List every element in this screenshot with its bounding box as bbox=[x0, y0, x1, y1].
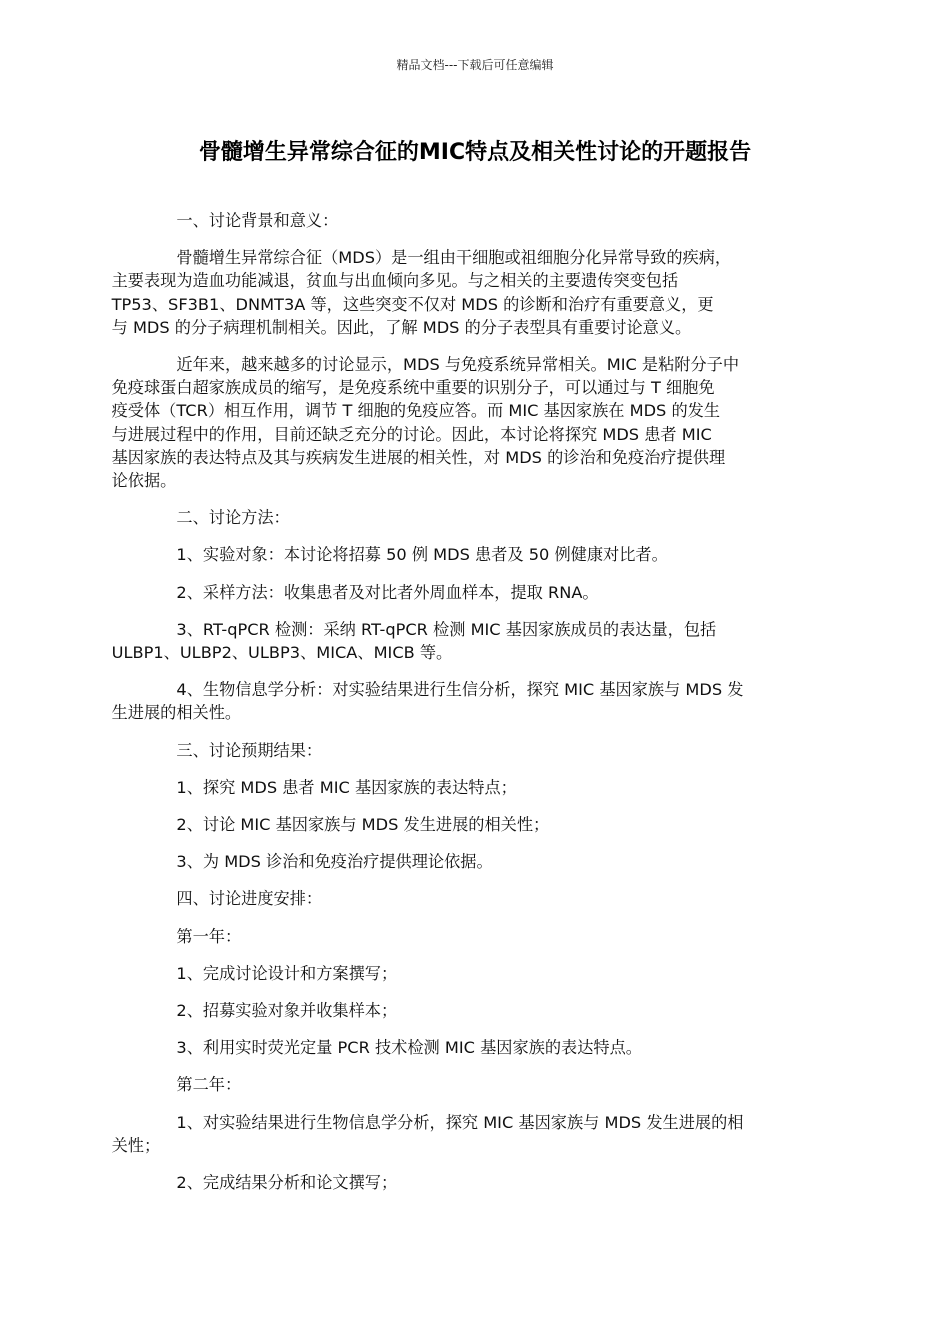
paragraph-line: 基因家族的表达特点及其与疾病发生进展的相关性，对 MDS 的诊治和免疫治疗提供理 bbox=[111, 447, 726, 467]
schedule-year2-item-1 bbox=[111, 1111, 808, 1157]
section-heading-schedule: 四、讨论进度安排： bbox=[176, 889, 323, 909]
header-note: 精品文档---下载后可任意编辑 bbox=[396, 58, 554, 72]
schedule-year1-item-1: 1、完成讨论设计和方案撰写； bbox=[176, 963, 398, 983]
document-body bbox=[111, 209, 808, 1208]
paragraph-line: 生进展的相关性。 bbox=[111, 703, 242, 723]
paragraph-line: 论依据。 bbox=[111, 471, 177, 491]
paragraph-line: 近年来，越来越多的讨论显示，MDS 与免疫系统异常相关。MIC 是粘附分子中 bbox=[176, 355, 740, 375]
paragraph-line: 与 MDS 的分子病理机制相关。因此，了解 MDS 的分子表型具有重要讨论意义。 bbox=[111, 317, 692, 337]
paragraph-line: ULBP1、ULBP2、ULBP3、MICA、MICB 等。 bbox=[111, 643, 453, 663]
schedule-year1-item-3: 3、利用实时荧光定量 PCR 技术检测 MIC 基因家族的表达特点。 bbox=[176, 1038, 642, 1058]
section-heading-methods: 二、讨论方法： bbox=[176, 508, 290, 528]
document-title: 骨髓增生异常综合征的MIC特点及相关性讨论的开题报告 bbox=[198, 140, 752, 165]
results-item-2: 2、讨论 MIC 基因家族与 MDS 发生进展的相关性； bbox=[176, 815, 550, 835]
paragraph-line: TP53、SF3B1、DNMT3A 等，这些突变不仅对 MDS 的诊断和治疗有重要意义，更 bbox=[111, 294, 714, 314]
methods-item-1: 1、实验对象：本讨论将招募 50 例 MDS 患者及 50 例健康对比者。 bbox=[176, 545, 668, 565]
paragraph-line: 关性； bbox=[111, 1135, 161, 1155]
paragraph-line: 1、对实验结果进行生物信息学分析，探究 MIC 基因家族与 MDS 发生进展的相 bbox=[176, 1112, 744, 1132]
section-heading-background: 一、讨论背景和意义： bbox=[176, 211, 339, 230]
results-item-3: 3、为 MDS 诊治和免疫治疗提供理论依据。 bbox=[176, 852, 493, 872]
paragraph-line: 与进展过程中的作用，目前还缺乏充分的讨论。因此，本讨论将探究 MDS 患者 MIC bbox=[111, 424, 712, 444]
methods-item-3 bbox=[111, 618, 808, 664]
methods-item-2: 2、采样方法：收集患者及对比者外周血样本，提取 RNA。 bbox=[176, 582, 599, 602]
paragraph-line: 3、RT-qPCR 检测：采纳 RT-qPCR 检测 MIC 基因家族成员的表达量，包括 bbox=[176, 619, 717, 639]
paragraph-background-1 bbox=[111, 246, 808, 339]
schedule-year2-item-2: 2、完成结果分析和论文撰写； bbox=[176, 1173, 398, 1193]
results-item-1: 1、探究 MDS 患者 MIC 基因家族的表达特点； bbox=[176, 777, 517, 797]
paragraph-line: 4、生物信息学分析：对实验结果进行生信分析，探究 MIC 基因家族与 MDS 发 bbox=[176, 680, 744, 700]
section-heading-results: 三、讨论预期结果： bbox=[176, 740, 323, 760]
paragraph-line: 免疫球蛋白超家族成员的缩写，是免疫系统中重要的识别分子，可以通过与 T 细胞免 bbox=[111, 378, 715, 398]
paragraph-background-2 bbox=[111, 353, 808, 492]
paragraph-line: 主要表现为造血功能减退，贫血与出血倾向多见。与之相关的主要遗传突变包括 bbox=[111, 271, 679, 291]
schedule-year1-heading: 第一年： bbox=[176, 926, 242, 946]
schedule-year1-item-2: 2、招募实验对象并收集样本； bbox=[176, 1001, 398, 1021]
paragraph-line: 骨髓增生异常综合征（MDS）是一组由干细胞或祖细胞分化异常导致的疾病， bbox=[176, 248, 732, 268]
schedule-year2-heading: 第二年： bbox=[176, 1075, 242, 1095]
methods-item-4 bbox=[111, 678, 808, 724]
paragraph-line: 疫受体（TCR）相互作用，调节 T 细胞的免疫应答。而 MIC 基因家族在 MDS 的发生 bbox=[111, 401, 721, 421]
